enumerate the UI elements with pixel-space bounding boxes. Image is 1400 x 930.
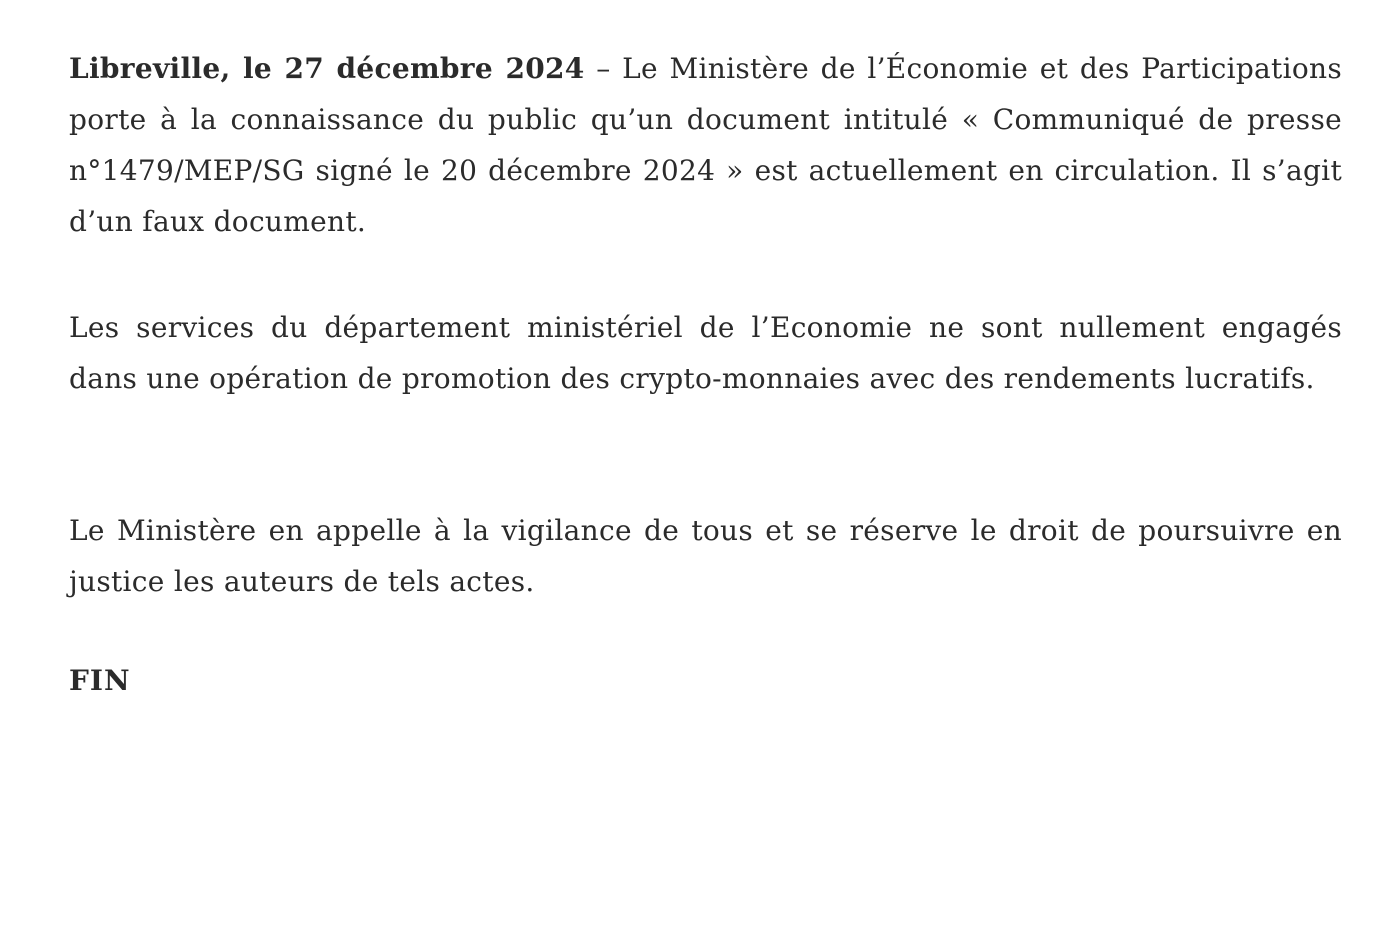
intro-text: Le Ministère de l’Économie et des Participations porte à la connaissance du public qu’un document intitulé « Communiqué de presse n°1479/MEP/SG signé le 20 décembre 2024 » est actuellement en circulation. Il s’agit d’un faux document. (69, 52, 1343, 238)
paragraph-intro (69, 43, 1342, 247)
place-date: Libreville, le 27 décembre 2024 (69, 52, 585, 85)
paragraph-warning: Le Ministère en appelle à la vigilance de tous et se réserve le droit de poursuivre en justice les auteurs de tels actes. (69, 514, 1342, 598)
paragraph-clarification: Les services du département ministériel de l’Economie ne sont nullement engagés dans une opération de promotion des crypto-monnaies avec des rendements lucratifs. (69, 311, 1342, 395)
dash-separator: – (584, 52, 623, 85)
end-marker: FIN (69, 664, 131, 697)
